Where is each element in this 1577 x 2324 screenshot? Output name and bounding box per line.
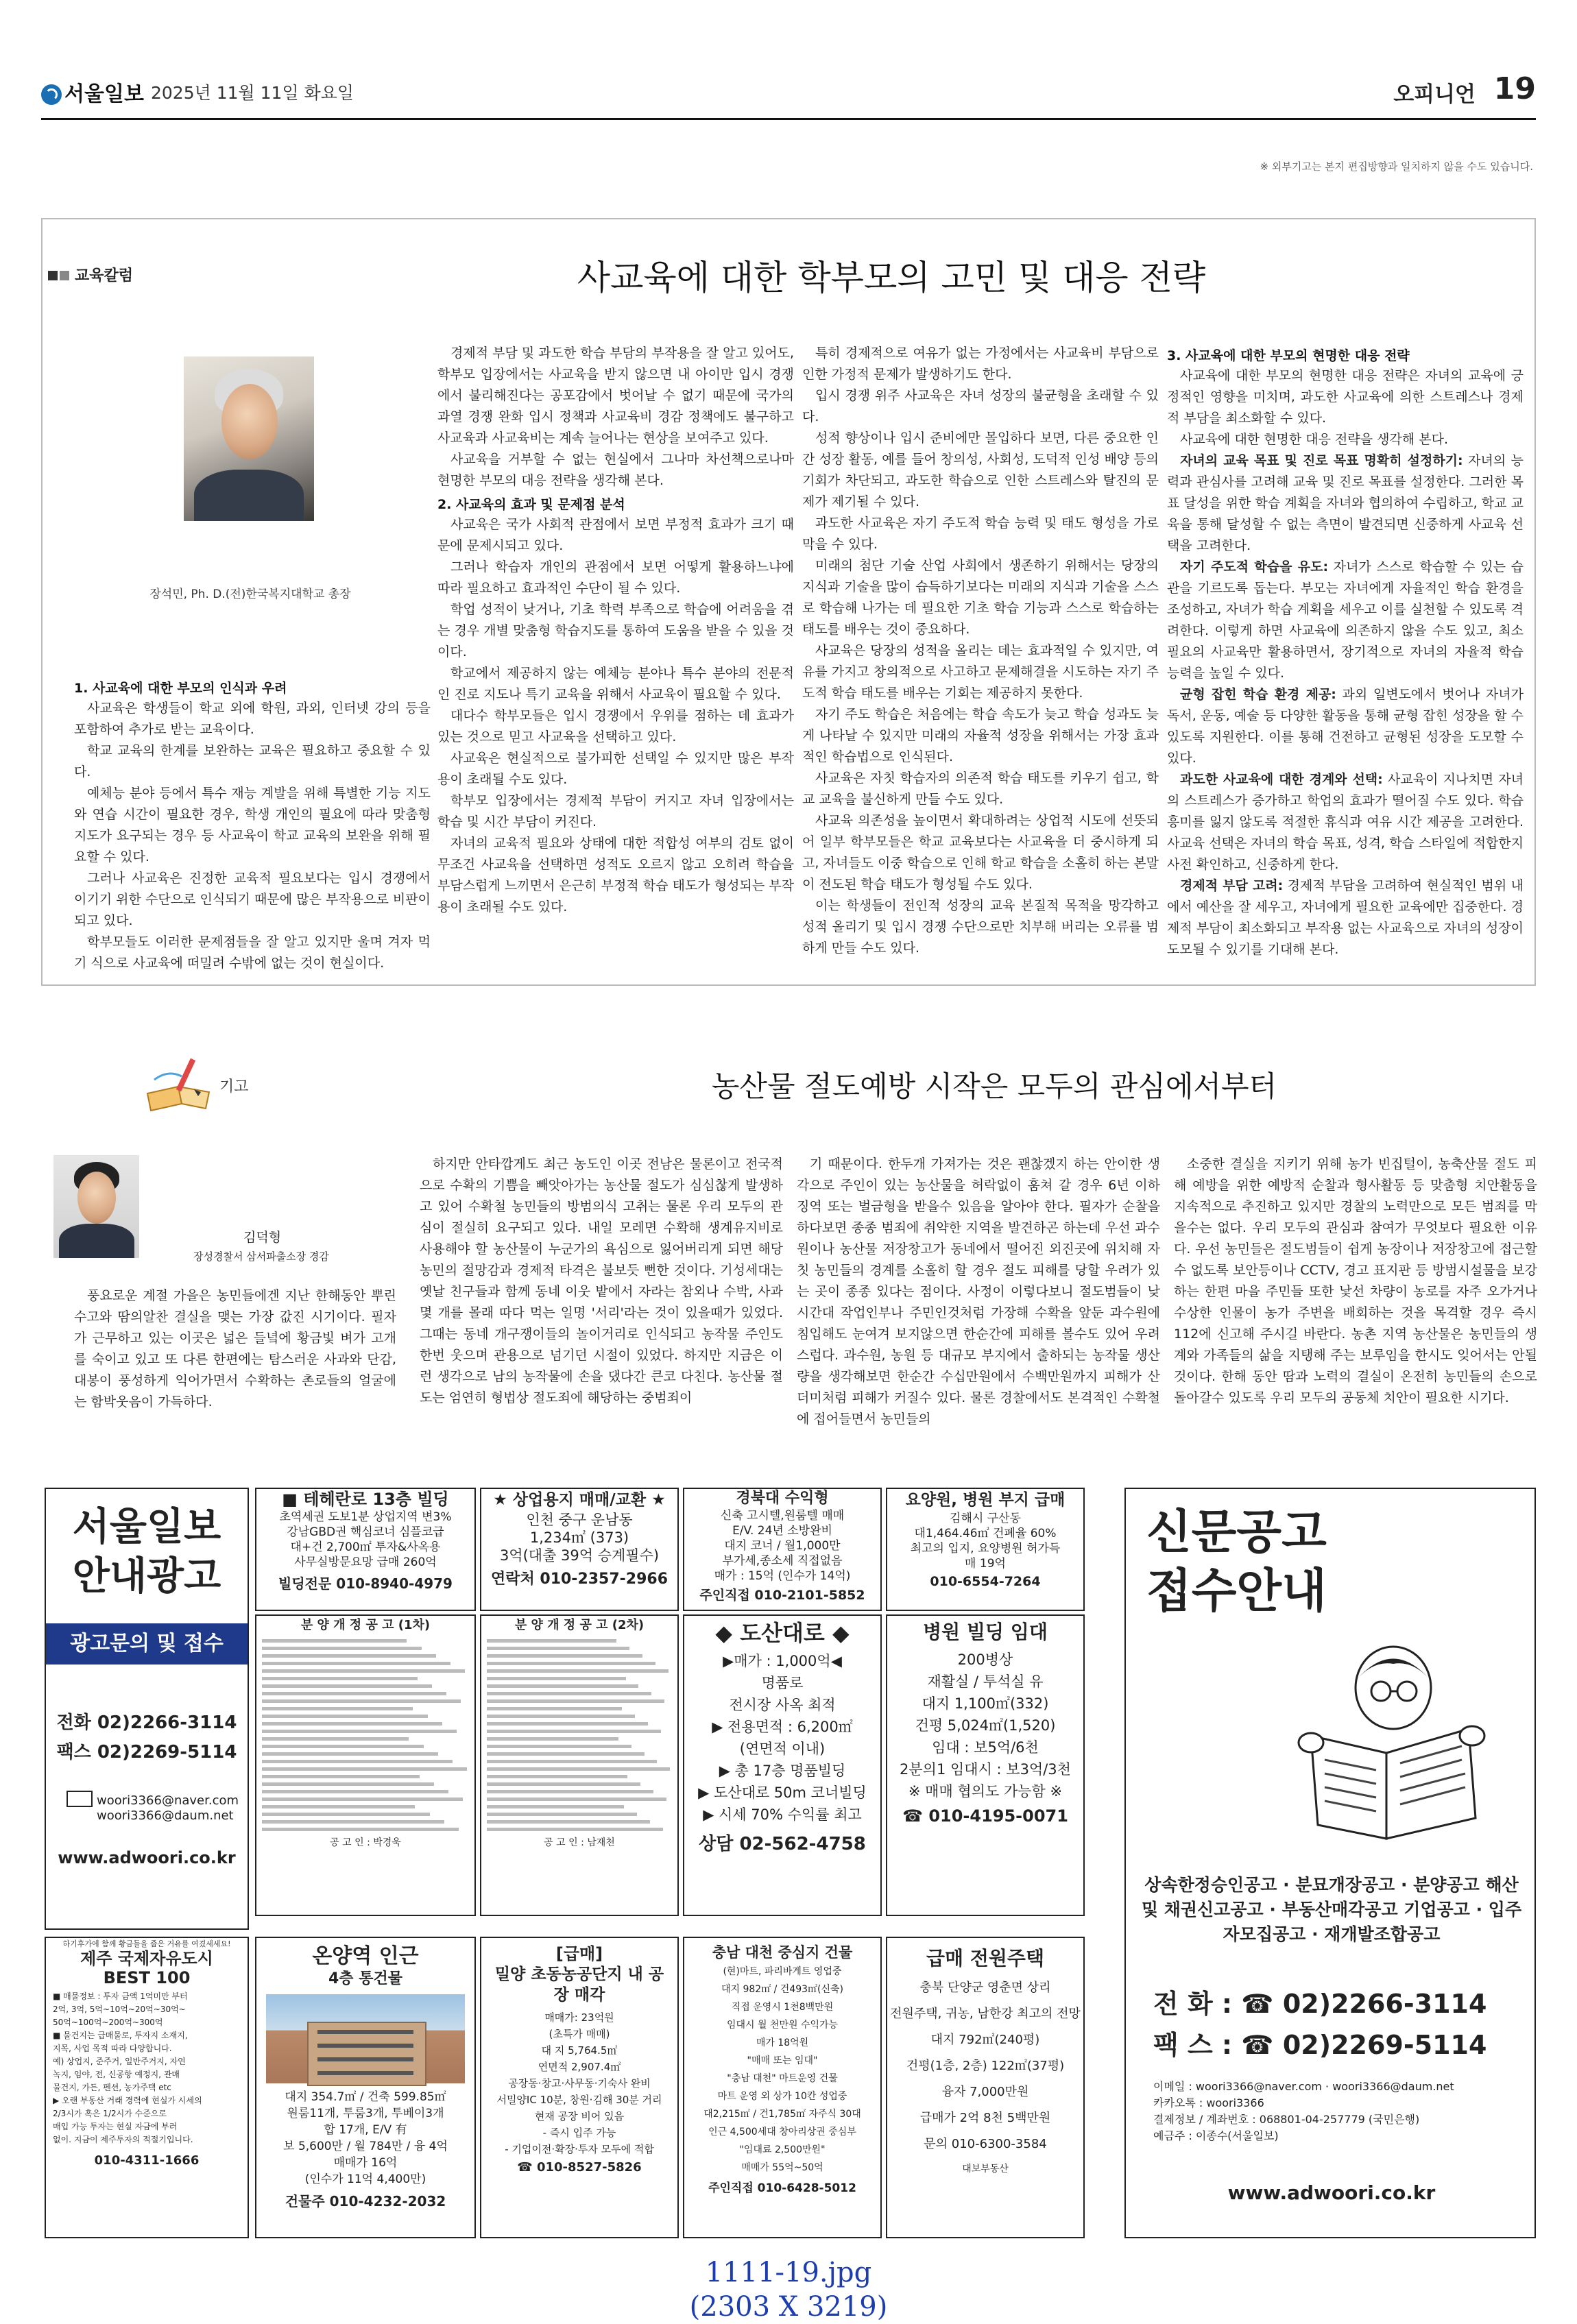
fine-print-line — [262, 1677, 418, 1680]
ad-line: 김해시 구산동 — [950, 1512, 1021, 1525]
column-paragraph: 대다수 학부모들은 입시 경쟁에서 우위를 점하는 데 효과가 있는 것으로 믿고 사교육을 선택하고 있다. — [437, 708, 794, 745]
ad-dosan: ◆ 도산대로 ◆ ▶매가 : 1,000억◀ 명품로 전시장 사옥 최적 ▶ 전용면적 : 6,200㎡ (연면적 이내) ▶ 총 17층 명품빌딩 ▶ 도산대로 50m 코너빌딩 ▶ 시세 70% 수익률 최고 상담 02-562-4758 — [683, 1614, 882, 1916]
ad-line: 마트 운영 외 상가 10칸 성업중 — [717, 2091, 847, 2102]
column-paragraph: 경제적 부담 고려: 경제적 부담을 고려하여 현실적인 범위 내에서 예산을 잘 세우고, 자녀에게 필요한 교육에만 집중한다. 경제적 부담이 최소화되고 부작용 없는 사교육으로 자녀의 성장이 도모될 수 있기를 기대해 본다. — [1167, 878, 1524, 957]
ad-line: 없이. 지금이 제주투자의 적절기입니다. — [53, 2135, 193, 2144]
column-col-2 — [437, 343, 794, 918]
contribution-col-2: 하지만 안타깝게도 최근 농도인 이곳 전남은 물론이고 전국적으로 수확의 기쁨을 빼앗아가는 농산물 절도가 심심찮게 발생하고 있어 수확철 농민들의 방범의식 고취는 물론 우리 모두의 관심이 절실히 요구되고 있다. 내일 모레면 수확해 생계유지비로 사용해야 할 농산물이 누군가의 욕심으로 잃어버리게 되면 해당 농민의 절망감과 경제적 타격은 불보듯 뻔한 것이다. 기성세대는 옛날 친구들과 함께 동네 이웃 밭에서 자라는 참외나 수박, 사과 몇 개를 몰래 따다 먹는 일명 '서리'라는 것이 있을때가 있었다. 그때는 동네 개구쟁이들의 놀이거리로 인식되고 농작물 주인도 한번 웃으며 관용으로 넘기던 시절이 있었다. 하지만 지금은 이런 생각으로 남의 농작물에 손을 댔다간 큰코 다친다. 농산물 절도는 엄연히 형법상 절도죄에 해당하는 중범죄이 — [420, 1157, 783, 1405]
fine-print-line — [487, 1722, 648, 1726]
ad-line: 예) 상업지, 준주거, 일반주거지, 자연 — [53, 2057, 186, 2066]
column-paragraph: 자녀의 교육적 필요와 상태에 대한 적합성 여부의 검토 없이 무조건 사교육을 선택하면 성적도 오르지 않고 오히려 학습을 부담스럽게 느끼면서 은근히 부정적 학습 태도가 형성되는 부작용이 초래될 수도 있다. — [437, 836, 794, 915]
book-pencil-icon — [141, 1052, 223, 1114]
fine-print-line — [487, 1692, 651, 1695]
fine-print-line — [262, 1692, 446, 1695]
ad-onyang: 온양역 인근 4층 통건물 대지 354.7㎡ / 건축 599.85㎡ 원룸11개, 투룸3개, 투베이3개 합 17개, E/V 有 보 5,600만 / 월 784만 / 융 4억 매매가 16억 (인수가 11억 4,400만) 건물주 010-4232-2032 — [255, 1937, 476, 2238]
fine-print-line — [262, 1813, 430, 1816]
ad-line: 2억, 3억, 5억~10억~20억~30억~ — [53, 2005, 186, 2014]
masthead-rule — [41, 118, 1536, 120]
ad-line: 대지 354.7㎡ / 건축 599.85㎡ — [285, 2090, 446, 2104]
notice-types: 상속한정승인공고 · 분묘개장공고 · 분양공고 해산 및 채권신고공고 · 부동산매각공고 기업공고 · 입주자모집공고 · 재개발조합공고 — [1141, 1875, 1522, 1944]
ad-line: (초특가 매매) — [549, 2028, 610, 2040]
fine-print-line — [262, 1684, 432, 1688]
column-paragraph: 학부모들도 이러한 문제점들을 잘 알고 있지만 울며 겨자 먹기 식으로 사교육에 떠밀려 수밖에 없는 것이 현실이다. — [74, 934, 431, 971]
ad-line: 녹지, 임야, 전, 신공항 예정지, 관매 — [53, 2070, 180, 2079]
fine-print-line — [262, 1699, 461, 1703]
ad-line: 200병상 — [957, 1651, 1013, 1668]
classified-ads — [41, 1484, 1536, 2245]
ad-line: 물건지, 가든, 펜션, 농가주택 etc — [53, 2083, 171, 2092]
ad-kyungbuk: 경북대 수익형 신축 고시텔,원룸텔 매매 E/V. 24년 소방완비 대지 코너 / 월1,000만 부가세,종소세 직접없음 매가 : 15억 (인수가 14억) 주인직접 010-2101-5852 — [683, 1488, 882, 1611]
ad-line: 인천 중구 운남동 — [526, 1512, 633, 1528]
ad-line: 매가 : 15억 (인수가 14억) — [714, 1569, 851, 1583]
fine-print-line — [487, 1790, 653, 1793]
ad-line: 2/3시가 혹은 1/2시가 수준으로 — [53, 2109, 167, 2118]
file-size: (2303 X 3219) — [689, 2291, 888, 2323]
fine-print-line — [262, 1654, 436, 1658]
ad-line: 원룸11개, 투룸3개, 투베이3개 — [287, 2107, 444, 2120]
reader-icon — [1270, 1633, 1496, 1845]
column-paragraph: 그러나 학습자 개인의 관점에서 보면 어떻게 활용하느냐에 따라 필요하고 효과적인 수단이 될 수 있다. — [437, 559, 794, 596]
ad-danyang: 급매 전원주택 충북 단양군 영춘면 상리 전원주택, 귀농, 남한강 최고의 전망 대지 792㎡(240평) 건평(1층, 2층) 122㎡(37평) 융자 7,000만원 급매가 2억 8천 5백만원 문의 010-6300-3584 대보부동산 — [886, 1937, 1085, 2238]
ad-line: 명품로 — [761, 1675, 804, 1691]
ad-line: 대 지 5,764.5㎡ — [541, 2044, 618, 2057]
column-paragraph: 성적 향상이나 입시 준비에만 몰입하다 보면, 다른 중요한 인간 성장 활동, 예를 들어 창의성, 사회성, 도덕적 인성 배양 등의 기회가 차단되고, 과도한 학습으로 인한 스트레스와 탈진의 문제가 제기될 수 있다. — [802, 431, 1159, 509]
fine-print-line — [262, 1752, 438, 1756]
fine-print-line — [487, 1775, 627, 1778]
column-col-4 — [1167, 343, 1524, 960]
mail-icon — [67, 1791, 93, 1807]
fine-print-line — [487, 1737, 618, 1741]
ad-line: 합 17개, E/V 有 — [324, 2123, 407, 2137]
ad-line: "매매 또는 임대" — [747, 2055, 818, 2066]
ad-line: 매가 18억원 — [756, 2037, 809, 2048]
ad-line: "충남 대천" 마트운영 건물 — [727, 2073, 838, 2084]
column-paragraph: 경제적 부담 및 과도한 학습 부담의 부작용을 잘 알고 있어도, 학부모 입장에서는 사교육을 받지 않으면 내 아이만 입시 경쟁에서 불리해진다는 공포감에서 벗어날 수 없기 때문에 국가의 과열 경쟁 완화 입시 정책과 사교육비 경감 정책에도 불구하고 사교육과 사교육비는 계속 늘어나는 현상을 보여주고 있다. — [437, 346, 794, 446]
fine-print-line — [487, 1782, 640, 1786]
fine-print-line — [262, 1669, 465, 1673]
column-paragraph: 자기 주도적 학습을 유도: 자녀가 스스로 학습할 수 있는 습관을 기르도록 돕는다. 부모는 자녀에게 자율적인 학습 환경을 조성하고, 자녀가 학습 계획을 세우고 이를 실천할 수 있도록 격려한다. 이렇게 하면 사교육에 의존하지 않을 수도 있고, 최소 필요의 사교육만 활용하면서, 장기적으로 자녀의 자율적 학습 능력을 높일 수 있다. — [1167, 559, 1524, 681]
column-paragraph: 사교육은 국가 사회적 관점에서 보면 부정적 효과가 크기 때문에 문제시되고 있다. — [437, 517, 794, 553]
fine-print-line — [487, 1639, 616, 1643]
fine-print-line — [487, 1813, 637, 1816]
ad-line: 최고의 입지, 요양병원 허가득 — [910, 1542, 1061, 1556]
column-paragraph: 사교육에 대한 부모의 현명한 대응 전략은 자녀의 교육에 긍정적인 영향을 미치며, 과도한 사교육에 의한 스트레스나 경제적 부담을 최소화할 수 있다. — [1167, 368, 1524, 426]
fine-print-line — [487, 1677, 626, 1680]
ad-line: 대2,215㎡ / 건1,785㎡ 자주식 30대 — [703, 2109, 861, 2120]
ad-line: 직접 운영시 1천8백만원 — [731, 2002, 834, 2013]
image-footer — [0, 2255, 1577, 2324]
column-paragraph: 예체능 분야 등에서 특수 재능 계발을 위해 특별한 기능 지도와 연습 시간이 필요한 경우, 학생 개인의 필요에 따라 맞춤형 지도가 요구되는 경우 등 사교육이 학교 교육의 보완을 위해 필요할 수 있다. — [74, 786, 431, 864]
ad-line: - 기업이전·확장·투자 모두에 적합 — [505, 2143, 654, 2155]
contribution-label: 기고 — [219, 1078, 249, 1096]
ad-line: 재활실 / 투석실 유 — [927, 1673, 1044, 1690]
ad-line: 융자 7,000만원 — [941, 2085, 1029, 2099]
fine-print-line — [262, 1828, 459, 1831]
column-paragraph: 사교육 의존성을 높이면서 확대하려는 상업적 시도에 선뜻되어 일부 학부모들은 학교 교육보다는 사교육을 더 중시하게 되고, 자녀들도 이중 학습으로 인해 학교 학습을 소홀히 하는 본말이 전도된 학습 태도가 형성될 수도 있다. — [802, 813, 1159, 892]
fine-print-line — [487, 1684, 638, 1688]
column-paragraph: 사교육은 현실적으로 불가피한 선택일 수 있지만 많은 부작용이 초래될 수도 있다. — [437, 751, 794, 787]
fine-print-line — [487, 1805, 624, 1808]
fine-print-line — [262, 1767, 467, 1771]
ad-line: 매매가 55억~50억 — [741, 2162, 823, 2173]
column-paragraph: 자녀의 교육 목표 및 진로 목표 명확히 설정하기: 자녀의 능력과 관심사를 고려해 교육 및 진로 목표를 설정한다. 그러한 목표 달성을 위한 학습 계획을 자녀와 협의하여 수립하고, 학교 교육을 통해 달성할 수 없는 측면이 발견되면 신중하게 사교육 선택을 고려한다. — [1167, 453, 1524, 553]
ad-line: 전원주택, 귀농, 남한강 최고의 전망 — [890, 2007, 1081, 2021]
column-paragraph: 사교육은 학생들이 학교 외에 학원, 과외, 인터넷 강의 등을 포함하여 추가로 받는 교육이다. — [74, 701, 431, 737]
masthead — [41, 71, 1536, 115]
fine-print-line — [487, 1820, 650, 1824]
column-paragraph: 특히 경제적으로 여유가 없는 가정에서는 사교육비 부담으로 인한 가정적 문제가 발생하기도 한다. — [802, 346, 1159, 382]
ad-line: 2분의1 임대시 : 보3억/3천 — [900, 1761, 1071, 1778]
ad-line: ▶매가 : 1,000억◀ — [723, 1653, 842, 1669]
newspaper-reader-illustration — [1270, 1633, 1496, 1845]
ad-line: 사무실방문요망 급매 260억 — [294, 1556, 437, 1569]
ad-line: 대지 코너 / 월1,000만 — [724, 1539, 841, 1553]
column-paragraph: 사교육에 대한 현명한 대응 전략을 생각해 본다. — [1180, 432, 1449, 447]
ad-line: 부가세,종소세 직접없음 — [722, 1554, 843, 1568]
ad-guide — [45, 1488, 249, 1930]
ad-line: E/V. 24년 소방완비 — [732, 1524, 832, 1538]
building-photo — [266, 1994, 465, 2083]
ad-line: ▶ 시세 70% 수익률 최고 — [703, 1806, 862, 1823]
author-caption: 장석민, Ph. D.(전)한국복지대학교 총장 — [149, 588, 351, 601]
recv-tel: 전 화 : ☎ 02)2266-3114 — [1153, 1989, 1487, 2019]
guide-email-2: woori3366@daum.net — [97, 1808, 234, 1823]
ad-line: (연면적 이내) — [739, 1741, 826, 1757]
contribution-col-1: 풍요로운 계절 가을은 농민들에겐 지난 한해동안 뿌린 수고와 땀의알찬 결실을 맺는 가장 값진 시기이다. 필자가 근무하고 있는 이곳은 넓은 들녘에 황금빛 벼가 고개를 숙이고 있고 또 다른 한편에는 탐스러운 사과와 단감, 대봉이 풍성하게 익어가면서 수확하는 촌로들의 얼굴에는 함박웃음이 가득하다. — [74, 1288, 396, 1409]
column-paragraph: 과도한 사교육은 자기 주도적 학습 능력 및 태도 형성을 가로막을 수 있다. — [802, 516, 1159, 552]
column-col-3 — [802, 343, 1159, 959]
ad-miryang: [급매] 밀양 초동농공단지 내 공장 매각 매매가: 23억원 (초특가 매매) 대 지 5,764.5㎡ 연면적 2,907.4㎡ 공장동·창고·사무동·기숙사 완비 서밀양IC 10분, 창원·김해 30분 거리 현재 공장 비어 있음 - 즉시 입주 가능 - 기업이전·확장·투자 모두에 적합 ☎ 010-8527-5826 — [480, 1937, 679, 2238]
fine-print-line — [487, 1730, 661, 1733]
column-label: 교육칼럼 — [48, 264, 133, 285]
guide-tel: 전화 02)2266-3114 — [56, 1712, 237, 1733]
ad-gimhae: 요양원, 병원 부지 급매 김해시 구산동 대1,464.46㎡ 건폐율 60% 최고의 입지, 요양병원 허가득 매 19억 010-6554-7264 — [886, 1488, 1085, 1611]
column-paragraph: 사교육은 자칫 학습자의 의존적 학습 태도를 키우기 쉽고, 학교 교육을 불신하게 만들 수도 있다. — [802, 771, 1159, 807]
fine-print-line — [487, 1798, 666, 1801]
contributor-title: 장성경찰서 삼서파출소장 경감 — [193, 1250, 329, 1263]
ad-line: 공장동·창고·사무동·기숙사 완비 — [508, 2077, 651, 2090]
contribution-col-4: 소중한 결실을 지키기 위해 농가 빈집털이, 농축산물 절도 피해 예방을 위한 예방적 순찰과 형사활동 등 맞춤형 치안활동을 지속적으로 추진하고 있지만 경찰의 노력만으로 모든 범죄를 막을수는 없다. 우리 모두의 관심과 참여가 무엇보다 필요한 이유다. 우선 농민들은 절도범들이 쉽게 농장이나 저장창고에 접근할수 없도록 보안등이나 CCTV, 경고 표지판 등 방범시설물을 보강하는 한편 마을 주민들 또한 낯선 차량이 농로를 자주 오가거나 수상한 인물이 농가 주변을 배회하는 것을 목격할 경우 즉시 112에 신고해 주시길 바란다. 농촌 지역 농산물은 농민들의 생계와 가족들의 삶을 지탱해 주는 보루임을 한시도 잊어서는 안될 것이다. 한해 동안 땀과 노력의 결실이 온전히 농민들의 손으로 돌아갈수 있도록 우리 모두의 공동체 치안이 필요한 시기다. — [1174, 1157, 1537, 1405]
recv-fax: 팩 스 : ☎ 02)2269-5114 — [1153, 2030, 1487, 2060]
ad-teheran: ■ 테헤란로 13층 빌딩 초역세권 도보1분 상업지역 변3% 강남GBD권 핵심코너 심플코급 대+건 2,700㎡ 투자&사옥용 사무실방문요망 급매 260억 빌딩전문 010-8940-4979 — [255, 1488, 476, 1611]
ad-receipt-guide: 신문공고 접수안내 상속한정승인공고 · 분묘개장공고 · 분양공고 해산 및 채권신고공고 · 부동산매각공고 기업공고 · 입주자모집공고 · 재개발조합공고 전 화 : ☎ 02)2266-3114 팩 스 : ☎ 02)2269-5114 이메일 : woori3366@naver.com · woori3366@daum.net 카카오톡 : woori3366 결제정보 / 계좌번호 : 068801-04-257779 (국민은행) 예금주 : 이종수(서울일보) www.adwoori.co.kr — [1124, 1488, 1536, 2238]
guide-title-2: 안내광고 — [72, 1554, 221, 1599]
issue-date: 2025년 11월 11일 화요일 — [151, 83, 354, 103]
fine-print-line — [262, 1820, 444, 1824]
column-paragraph: 사교육은 당장의 성적을 올리는 데는 효과적일 수 있지만, 여유를 가지고 창의적으로 사고하고 문제해결을 시도하는 자기 주도적 학습 태도를 배우는 기회는 제공하지 못한다. — [802, 643, 1159, 701]
fine-print-line — [262, 1722, 442, 1726]
fine-print-line — [262, 1707, 413, 1710]
ad-line: ▶ 오랜 부동산 거래 경력에 현실가 시세의 — [53, 2096, 202, 2105]
section-name: 오피니언 — [1393, 82, 1476, 107]
ad-notice-1: 분 양 개 정 공 고 (1차) 공 고 인 : 박경욱 — [255, 1614, 476, 1916]
ad-line: 매매가: 23억원 — [544, 2011, 614, 2024]
page-number: 19 — [1493, 71, 1536, 106]
label-mark-icon — [48, 271, 58, 280]
column-subheading: 1. 사교육에 대한 부모의 인식과 우려 — [74, 681, 287, 696]
ad-line: 대지 792㎡(240평) — [930, 2033, 1040, 2047]
ad-line: (현)마트, 파리바게트 영업중 — [723, 1966, 842, 1977]
ad-line: 대1,464.46㎡ 건폐율 60% — [914, 1527, 1057, 1540]
ad-line: 초역세권 도보1분 상업지역 변3% — [279, 1510, 452, 1524]
editorial-notice: ※ 외부기고는 본지 편집방향과 일치하지 않을 수도 있습니다. — [1260, 160, 1533, 173]
contributor-name: 김덕형 — [243, 1230, 282, 1245]
ad-line: 서밀양IC 10분, 창원·김해 30분 거리 — [496, 2094, 662, 2106]
contribution-illustration — [141, 1052, 223, 1114]
ad-line: 3억(대출 39억 승계필수) — [499, 1547, 660, 1564]
ad-line: ■ 매물정보 : 투자 금액 1억미만 부터 — [53, 1992, 188, 2001]
ad-line: 현재 공장 비어 있음 — [534, 2110, 625, 2122]
column-paragraph: 균형 잡힌 학습 환경 제공: 과외 일변도에서 벗어나 자녀가 독서, 운동, 예술 등 다양한 활동을 통해 균형 잡힌 성장을 할 수 있도록 지원한다. 이를 통해 건전하고 균형된 성장을 도모할 수 있다. — [1167, 687, 1524, 766]
ad-line: 매매가 16억 — [333, 2156, 398, 2170]
ad-incheon: ★ 상업용지 매매/교환 ★ 인천 중구 운남동 1,234㎡ (373) 3억(대출 39억 승계필수) 연락처 010-2357-2966 — [480, 1488, 679, 1611]
fine-print-line — [487, 1699, 664, 1703]
ad-line: ▶ 총 17층 명품빌딩 — [719, 1763, 846, 1779]
fine-print-line — [262, 1760, 453, 1763]
fine-print-line — [262, 1662, 450, 1665]
ad-line: 대+건 2,700㎡ 투자&사옥용 — [290, 1540, 441, 1554]
fine-print-line — [262, 1790, 448, 1793]
column-paragraph: 자기 주도 학습은 처음에는 학습 속도가 늦고 학습 성과도 늦게 나타날 수 있지만 미래의 자율적 성장을 위해서는 가장 효과적인 학습법으로 인식된다. — [802, 707, 1159, 764]
contribution-headline: 농산물 절도예방 시작은 모두의 관심에서부터 — [711, 1069, 1277, 1103]
column-paragraph: 사교육을 거부할 수 없는 현실에서 그나마 차선책으로나마 현명한 부모의 대응 전략을 생각해 본다. — [437, 452, 794, 488]
ad-line: 충북 단양군 영춘면 상리 — [919, 1981, 1051, 1995]
ad-line: 건평 5,024㎡(1,520) — [915, 1717, 1056, 1734]
fine-print-line — [487, 1745, 631, 1748]
ad-line: "임대료 2,500만원" — [739, 2144, 826, 2155]
ad-daecheon: 충남 대천 중심지 건물 (현)마트, 파리바게트 영업중 대지 982㎡ / 건493㎡(신축) 직접 운영시 1천8백만원 임대시 월 천만원 수익가능 매가 18억원 "매매 또는 임대" "충남 대천" 마트운영 건물 마트 운영 외 상가 10칸 성업중 대2,215㎡ / 건1,785㎡ 자주식 30대 인근 4,500세대 창아리상권 중심부 "임대료 2,500만원" 매매가 55억~50억 주인직접 010-6428-5012 — [683, 1937, 882, 2238]
file-name: 1111-19.jpg — [705, 2257, 872, 2288]
column-paragraph: 미래의 첨단 기술 산업 사회에서 생존하기 위해서는 당장의 지식과 기술을 많이 습득하기보다는 미래의 지식과 기술을 스스로 학습해 나가는 데 필요한 기초 학습 기능과 스스로 학습하는 태도를 배우는 것이 중요하다. — [802, 558, 1159, 637]
ad-line: 대지 1,100㎡(332) — [922, 1695, 1049, 1712]
ad-line: 임대 : 보5억/6천 — [932, 1739, 1039, 1756]
fine-print-line — [487, 1647, 629, 1650]
fine-print-line — [262, 1798, 463, 1801]
fine-print-line — [487, 1654, 642, 1658]
fine-print-line — [487, 1752, 645, 1756]
fine-print-line — [262, 1730, 457, 1733]
ad-line: 문의 010-6300-3584 — [924, 2137, 1047, 2151]
column-paragraph: 학교에서 제공하지 않는 예체능 분야나 특수 분야의 전문적인 진로 지도나 특기 교육을 위해서 사교육이 필요할 수 있다. — [437, 666, 794, 702]
ad-line: (인수가 11억 4,400만) — [304, 2172, 426, 2186]
fine-print-line — [487, 1707, 622, 1710]
ad-line: 매 19억 — [965, 1557, 1006, 1571]
fine-print-line — [487, 1669, 669, 1673]
column-paragraph: 학업 성적이 낮거나, 기초 학력 부족으로 학습에 어려움을 겪는 경우 개별 맞춤형 학습지도를 통하여 도움을 받을 수 있을 것이다. — [437, 602, 794, 659]
column-paragraph: 학교 교육의 한계를 보완하는 교육은 필요하고 중요할 수 있다. — [74, 743, 431, 779]
globe-icon — [41, 84, 62, 105]
ad-line: 임대시 월 천만원 수익가능 — [726, 2020, 839, 2031]
column-subheading: 2. 사교육의 효과 및 문제점 분석 — [437, 497, 625, 512]
fine-print-line — [262, 1775, 420, 1778]
fine-print-line — [487, 1662, 655, 1665]
fine-print-line — [487, 1715, 635, 1718]
ad-line: ▶ 도산대로 50m 코너빌딩 — [698, 1784, 867, 1801]
guide-band: 광고문의 및 접수 — [46, 1623, 248, 1665]
fine-print-line — [262, 1805, 415, 1808]
paper-logo — [41, 77, 144, 107]
ad-line: 1,234㎡ (373) — [529, 1529, 629, 1546]
guide-fax: 팩스 02)2269-5114 — [56, 1742, 237, 1763]
guide-web: www.adwoori.co.kr — [58, 1848, 236, 1867]
column-subheading: 3. 사교육에 대한 부모의 현명한 대응 전략 — [1167, 348, 1410, 363]
fine-print-line — [262, 1745, 424, 1748]
guide-title-1: 서울일보 — [72, 1505, 221, 1549]
fine-print-line — [262, 1715, 428, 1718]
ad-line: 연면적 2,907.4㎡ — [538, 2061, 621, 2073]
ad-line: 건평(1층, 2층) 122㎡(37평) — [906, 2059, 1065, 2073]
ad-line: ※ 매매 협의도 가능함 ※ — [908, 1783, 1063, 1800]
fine-print-line — [487, 1767, 670, 1771]
ad-jeju: 하기후가에 함께 황금들을 줍은 거유를 여겼세세요! 제주 국제자유도시 BEST 100 ■ 매물정보 : 투자 금액 1억미만 부터 2억, 3억, 5억~10억~20억~30억~ 50억~100억~200억~300억 ■ 물건지는 급매물로, 투자지 소재지, 지목, 사업 목적 따라 다양합니다. 예) 상업지, 준주거, 일반주거지, 자연 녹지, 임야, 전, 신공항 예정지, 관매 물건지, 가든, 펜션, 농가주택 etc ▶ 오랜 부동산 거래 경력에 현실가 시세의 2/3시가 혹은 1/2시가 수준으로 매입 가능 투자는 현실 자금에 부러 없이. 지금이 제주투자의 적절기입니다. 010-4311-1666 — [45, 1937, 249, 2238]
ad-line: 인근 4,500세대 창아리상권 중심부 — [708, 2127, 856, 2138]
fine-print-line — [487, 1760, 657, 1763]
ad-notice-2: 분 양 개 정 공 고 (2차) 공 고 인 : 남재천 — [480, 1614, 679, 1916]
column-paragraph: 입시 경쟁 위주 사교육은 자녀 성장의 불균형을 초래할 수 있다. — [802, 388, 1159, 424]
column-headline: 사교육에 대한 학부모의 고민 및 대응 전략 — [577, 258, 1206, 298]
ad-line: 전시장 사옥 최적 — [729, 1697, 836, 1713]
column-paragraph: 그러나 사교육은 진정한 교육적 필요보다는 입시 경쟁에서 이기기 위한 수단으로 인식되기 때문에 많은 부작용으로 비판이 되고 있다. — [74, 871, 431, 928]
ad-line: 대지 982㎡ / 건493㎡(신축) — [721, 1984, 844, 1995]
contribution-col-3: 기 때문이다. 한두개 가져가는 것은 괜찮겠지 하는 안이한 생각으로 주인이 있는 농산물을 허락없이 훔쳐 갈 경우 6년 이하 징역 또는 벌금형을 받을수 있음을 알아야 한다. 필자가 순찰을 하다보면 종종 범죄에 취약한 지역을 발견하곤 하는데 우선 과수원이나 농산물 저장창고가 동네에서 떨어진 외진곳에 위치해 자칫 농민들의 경계를 소홀히 할 경우 절도 피해를 당할 우려가 있는 곳이 종종 있다는 점이다. 사정이 이렇다보니 절도범들이 낮 시간대 작업인부나 주민인것처럼 가장해 수확을 앞둔 과수원에 침입해도 눈여겨 보지않으면 한순간에 피해를 볼수도 있어 우려스럽다. 과수원, 농원 등 대규모 부지에서 출하되는 농작물 생산량을 생각해보면 한순간 수십만원에서 수백만원까지 피해가 산더미처럼 피해가 커질수 있다. 물론 경찰에서도 본격적인 수확철에 접어들면서 농민들의 — [797, 1157, 1160, 1427]
fine-print-line — [262, 1782, 434, 1786]
ad-line: 매입 가능 투자는 현실 자금에 부러 — [53, 2122, 178, 2131]
fine-print-line — [262, 1737, 409, 1741]
ad-line: ■ 물건지는 급매물로, 투자지 소재지, — [53, 2031, 188, 2040]
ad-line: 강남GBD권 핵심코너 심플코급 — [287, 1525, 444, 1539]
column-paragraph: 학부모 입장에서는 경제적 부담이 커지고 자녀 입장에서는 학습 및 시간 부담이 커진다. — [437, 793, 794, 830]
fine-print-line — [487, 1828, 663, 1831]
ad-line: 급매가 2억 8천 5백만원 — [919, 2111, 1051, 2125]
contributor-photo — [53, 1155, 139, 1258]
ad-hospital: 병원 빌딩 임대 200병상 재활실 / 투석실 유 대지 1,100㎡(332) 건평 5,024㎡(1,520) 임대 : 보5억/6천 2분의1 임대시 : 보3억/3천 ※ 매매 협의도 가능함 ※ ☎ 010-4195-0071 — [886, 1614, 1085, 1916]
paper-name: 서울일보 — [64, 82, 144, 106]
ad-line: 보 5,600만 / 월 784만 / 융 4억 — [283, 2140, 448, 2153]
ad-line: 50억~100억~200억~300억 — [53, 2018, 163, 2027]
recv-web: www.adwoori.co.kr — [1227, 2181, 1436, 2204]
author-photo — [184, 356, 314, 521]
column-paragraph: 이는 학생들이 전인적 성장의 교육 본질적 목적을 망각하고 성적 올리기 및 입시 경쟁 수단으로만 치부해 버리는 오류를 범하게 만들 수도 있다. — [802, 898, 1159, 956]
fine-print-line — [262, 1647, 422, 1650]
ad-line: ▶ 전용면적 : 6,200㎡ — [712, 1719, 853, 1735]
guide-email-1: woori3366@naver.com — [97, 1793, 239, 1808]
ad-line: 지목, 사업 목적 따라 다양합니다. — [53, 2044, 172, 2053]
column-paragraph: 과도한 사교육에 대한 경계와 선택: 사교육이 지나치면 자녀의 스트레스가 증가하고 학업의 효과가 떨어질 수도 있다. 학습 흥미를 잃지 않도록 적절한 휴식과 여유 시간 제공을 고려한다. 사교육 선택은 자녀의 학습 목표, 성격, 학습 스타일에 적합한지 사전 확인하고, 신중하게 한다. — [1167, 772, 1524, 872]
ad-line: 신축 고시텔,원룸텔 매매 — [720, 1509, 845, 1523]
column-col-1 — [74, 675, 431, 974]
fine-print-line — [262, 1639, 407, 1643]
ad-line: - 즉시 입주 가능 — [542, 2127, 616, 2139]
